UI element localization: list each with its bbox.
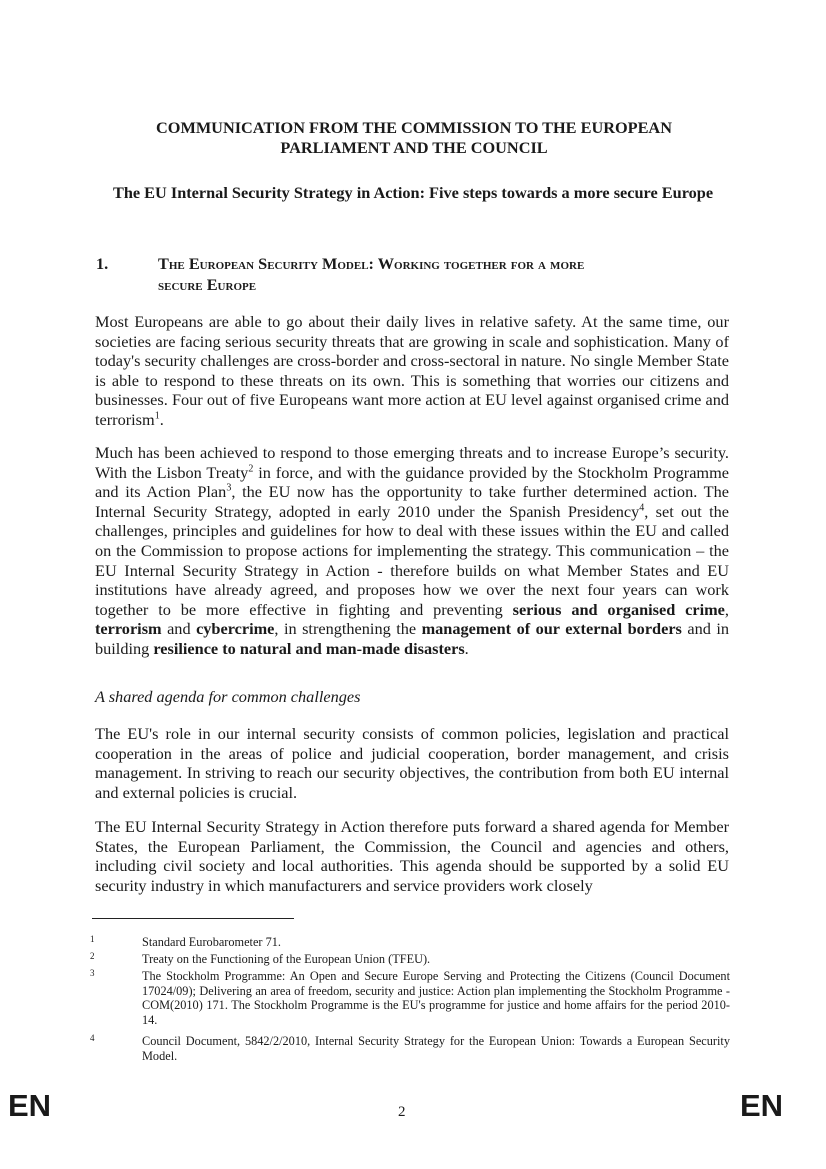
paragraph-2-text-a: Much has been achieved to respond to those emerging threats and to increase Europe’s security. With the Lisbon Treaty: [95, 443, 729, 482]
footnote-ref-1[interactable]: 1: [154, 410, 160, 422]
section-title-line-1: The European Security Model: Working together for a more: [158, 254, 585, 273]
subheading-shared-agenda: A shared agenda for common challenges: [95, 687, 361, 706]
paragraph-2-text-i: .: [464, 638, 469, 658]
footnote-text: Council Document, 5842/2/2010, Internal Security Strategy for the European Union: Towards a European Security Model.: [142, 1034, 730, 1063]
footnote-number: 2: [90, 951, 95, 961]
section-title-line-2: secure Europe: [158, 275, 257, 294]
footnote-divider: [92, 918, 294, 919]
language-code-left: EN: [8, 1088, 52, 1123]
footnote-ref-2[interactable]: 2: [248, 463, 254, 475]
footnote-number: 4: [90, 1033, 95, 1043]
footnote-ref-4[interactable]: 4: [639, 502, 645, 514]
footnote-ref-3[interactable]: 3: [226, 482, 232, 494]
emphasis-resilience: resilience to natural and man-made disasters: [153, 638, 465, 658]
emphasis-serious-crime: serious and organised crime: [512, 599, 725, 619]
paragraph-2-text-h: and in building: [95, 619, 730, 658]
communication-heading: [96, 118, 732, 158]
emphasis-border-management: management of our external borders: [421, 619, 682, 639]
section-title: [158, 253, 734, 295]
footnote-text: The Stockholm Programme: An Open and Secure Europe Serving and Protecting the Citizens (Council Document 17024/09); Delivering an area of freedom, security and justice: Action plan implementing the Stockholm Programme - COM(2010) 171. The Stockholm Programme is the EU's programme for justice and home affairs for the period 2010-14.: [142, 969, 730, 1027]
paragraph-1-end: .: [159, 409, 164, 429]
emphasis-cybercrime: cybercrime: [196, 619, 275, 639]
paragraph-4: The EU Internal Security Strategy in Action therefore puts forward a shared agenda for Member States, the European Parliament, the Commission, the Council and agencies and others, including civil society and local authorities. This agenda should be supported by a solid EU security industry in which manufacturers and service providers work closely: [95, 817, 729, 895]
heading-line-1: COMMUNICATION FROM THE COMMISSION TO THE EUROPEAN: [156, 118, 672, 137]
paragraph-2-text-f: and: [161, 619, 197, 639]
document-subtitle: The EU Internal Security Strategy in Action: Five steps towards a more secure Europe: [112, 183, 714, 202]
section-number: 1.: [96, 254, 109, 273]
paragraph-1-text: Most Europeans are able to go about their daily lives in relative safety. At the same time, our societies are facing serious security threats that are growing in scale and sophistication. Many of today's security challenges are cross-border and cross-sectoral in nature. No single Member State is able to respond to these threats on its own. This is something that worries our citizens and businesses. Four out of five Europeans want more action at EU level against organised crime and terrorism: [95, 312, 729, 429]
paragraph-2: [95, 443, 729, 659]
heading-line-2: PARLIAMENT AND THE COUNCIL: [280, 138, 548, 157]
paragraph-2-text-c: , the EU now has the opportunity to take further determined action. The Internal Security Strategy, adopted in early 2010 under the Spanish Presidency: [95, 482, 729, 521]
emphasis-terrorism: terrorism: [95, 619, 162, 639]
footnote-text: Treaty on the Functioning of the European Union (TFEU).: [142, 952, 431, 966]
language-code-right: EN: [740, 1088, 784, 1123]
paragraph-2-text-d: , set out the challenges, principles and guidelines for how to deal with these issues within the EU and called on the Commission to propose actions for implementing the strategy. This communication – the EU Internal Security Strategy in Action - therefore builds on what Member States and EU institutions have already agreed, and proposes how we over the next four years can work together to be more effective in fighting and preventing: [95, 501, 730, 619]
page-number: 2: [398, 1104, 406, 1120]
paragraph-3: The EU's role in our internal security consists of common policies, legislation and practical cooperation in the areas of police and judicial cooperation, border management, and crisis management. In striving to reach our security objectives, the contribution from both EU internal and external policies is crucial.: [95, 724, 729, 802]
footnote-number: 1: [90, 934, 95, 944]
paragraph-2-text-b: in force, and with the guidance provided by the Stockholm Programme and its Action Plan: [95, 462, 729, 502]
footnote-text: Standard Eurobarometer 71.: [142, 935, 281, 949]
paragraph-1: [95, 312, 729, 430]
paragraph-2-text-e: ,: [724, 599, 729, 619]
paragraph-2-text-g: , in strengthening the: [274, 619, 422, 639]
footnote-number: 3: [90, 968, 95, 978]
